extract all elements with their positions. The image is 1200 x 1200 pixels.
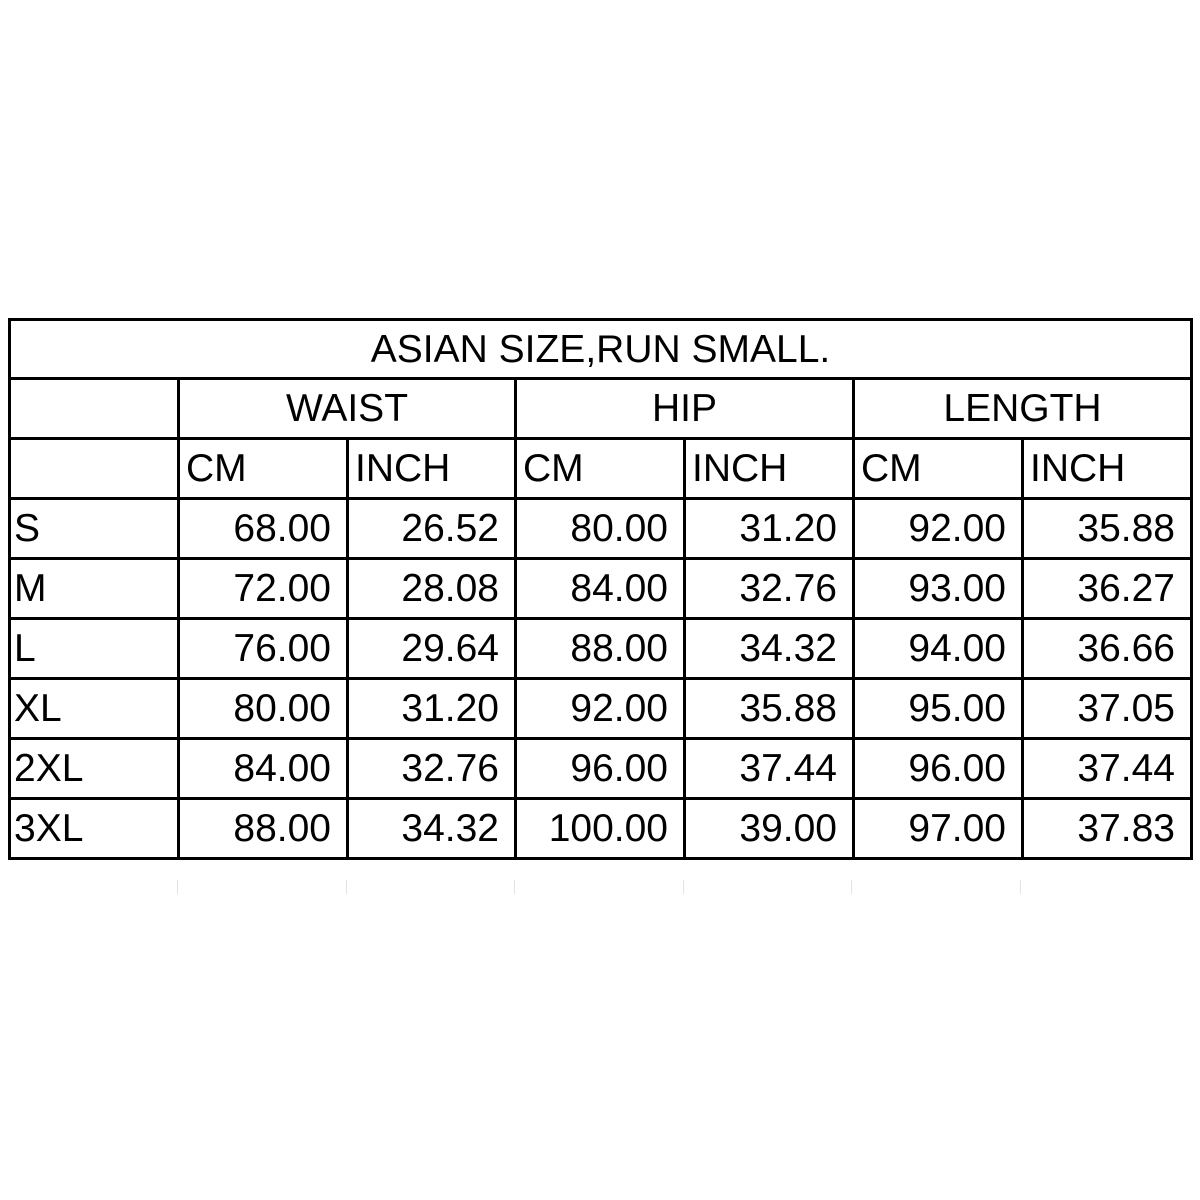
gridline-stub [851, 880, 852, 894]
size-label-cell: 2XL [10, 739, 179, 799]
value-cell: 26.52 [348, 499, 516, 559]
value-cell: 28.08 [348, 559, 516, 619]
gridline-stub [346, 880, 347, 894]
unit-header-cell: CM [179, 439, 348, 499]
gridline-stub [1020, 880, 1021, 894]
value-cell: 35.88 [1023, 499, 1192, 559]
value-cell: 37.83 [1023, 799, 1192, 859]
group-header-length: LENGTH [854, 379, 1192, 439]
table-row [10, 739, 1192, 799]
value-cell: 94.00 [854, 619, 1023, 679]
value-cell: 68.00 [179, 499, 348, 559]
value-cell: 37.44 [1023, 739, 1192, 799]
gridline-stub [177, 880, 178, 894]
size-label-cell: L [10, 619, 179, 679]
unit-header-cell: INCH [348, 439, 516, 499]
unit-header-cell: INCH [1023, 439, 1192, 499]
title-row [10, 320, 1192, 379]
table-row [10, 499, 1192, 559]
value-cell: 76.00 [179, 619, 348, 679]
value-cell: 96.00 [854, 739, 1023, 799]
unit-header-cell: CM [516, 439, 685, 499]
value-cell: 32.76 [685, 559, 854, 619]
value-cell: 80.00 [516, 499, 685, 559]
value-cell: 34.32 [685, 619, 854, 679]
gridline-stub [514, 880, 515, 894]
value-cell: 100.00 [516, 799, 685, 859]
value-cell: 31.20 [348, 679, 516, 739]
value-cell: 88.00 [179, 799, 348, 859]
size-chart-table [8, 318, 1193, 860]
group-header-waist: WAIST [179, 379, 516, 439]
value-cell: 37.44 [685, 739, 854, 799]
value-cell: 29.64 [348, 619, 516, 679]
size-label-cell: S [10, 499, 179, 559]
blank-header-cell [10, 379, 179, 439]
gridline-stub [683, 880, 684, 894]
blank-header-cell [10, 439, 179, 499]
value-cell: 84.00 [179, 739, 348, 799]
value-cell: 95.00 [854, 679, 1023, 739]
value-cell: 92.00 [516, 679, 685, 739]
unit-header-cell: INCH [685, 439, 854, 499]
value-cell: 72.00 [179, 559, 348, 619]
value-cell: 92.00 [854, 499, 1023, 559]
value-cell: 32.76 [348, 739, 516, 799]
group-header-row [10, 379, 1192, 439]
value-cell: 88.00 [516, 619, 685, 679]
value-cell: 36.27 [1023, 559, 1192, 619]
value-cell: 36.66 [1023, 619, 1192, 679]
value-cell: 96.00 [516, 739, 685, 799]
size-label-cell: 3XL [10, 799, 179, 859]
value-cell: 35.88 [685, 679, 854, 739]
table-row [10, 679, 1192, 739]
table-row [10, 799, 1192, 859]
value-cell: 39.00 [685, 799, 854, 859]
value-cell: 97.00 [854, 799, 1023, 859]
value-cell: 80.00 [179, 679, 348, 739]
unit-header-row [10, 439, 1192, 499]
value-cell: 84.00 [516, 559, 685, 619]
value-cell: 37.05 [1023, 679, 1192, 739]
table-title: ASIAN SIZE,RUN SMALL. [10, 320, 1192, 379]
table-row [10, 619, 1192, 679]
size-label-cell: M [10, 559, 179, 619]
group-header-hip: HIP [516, 379, 854, 439]
value-cell: 31.20 [685, 499, 854, 559]
unit-header-cell: CM [854, 439, 1023, 499]
table-row [10, 559, 1192, 619]
size-label-cell: XL [10, 679, 179, 739]
value-cell: 34.32 [348, 799, 516, 859]
value-cell: 93.00 [854, 559, 1023, 619]
